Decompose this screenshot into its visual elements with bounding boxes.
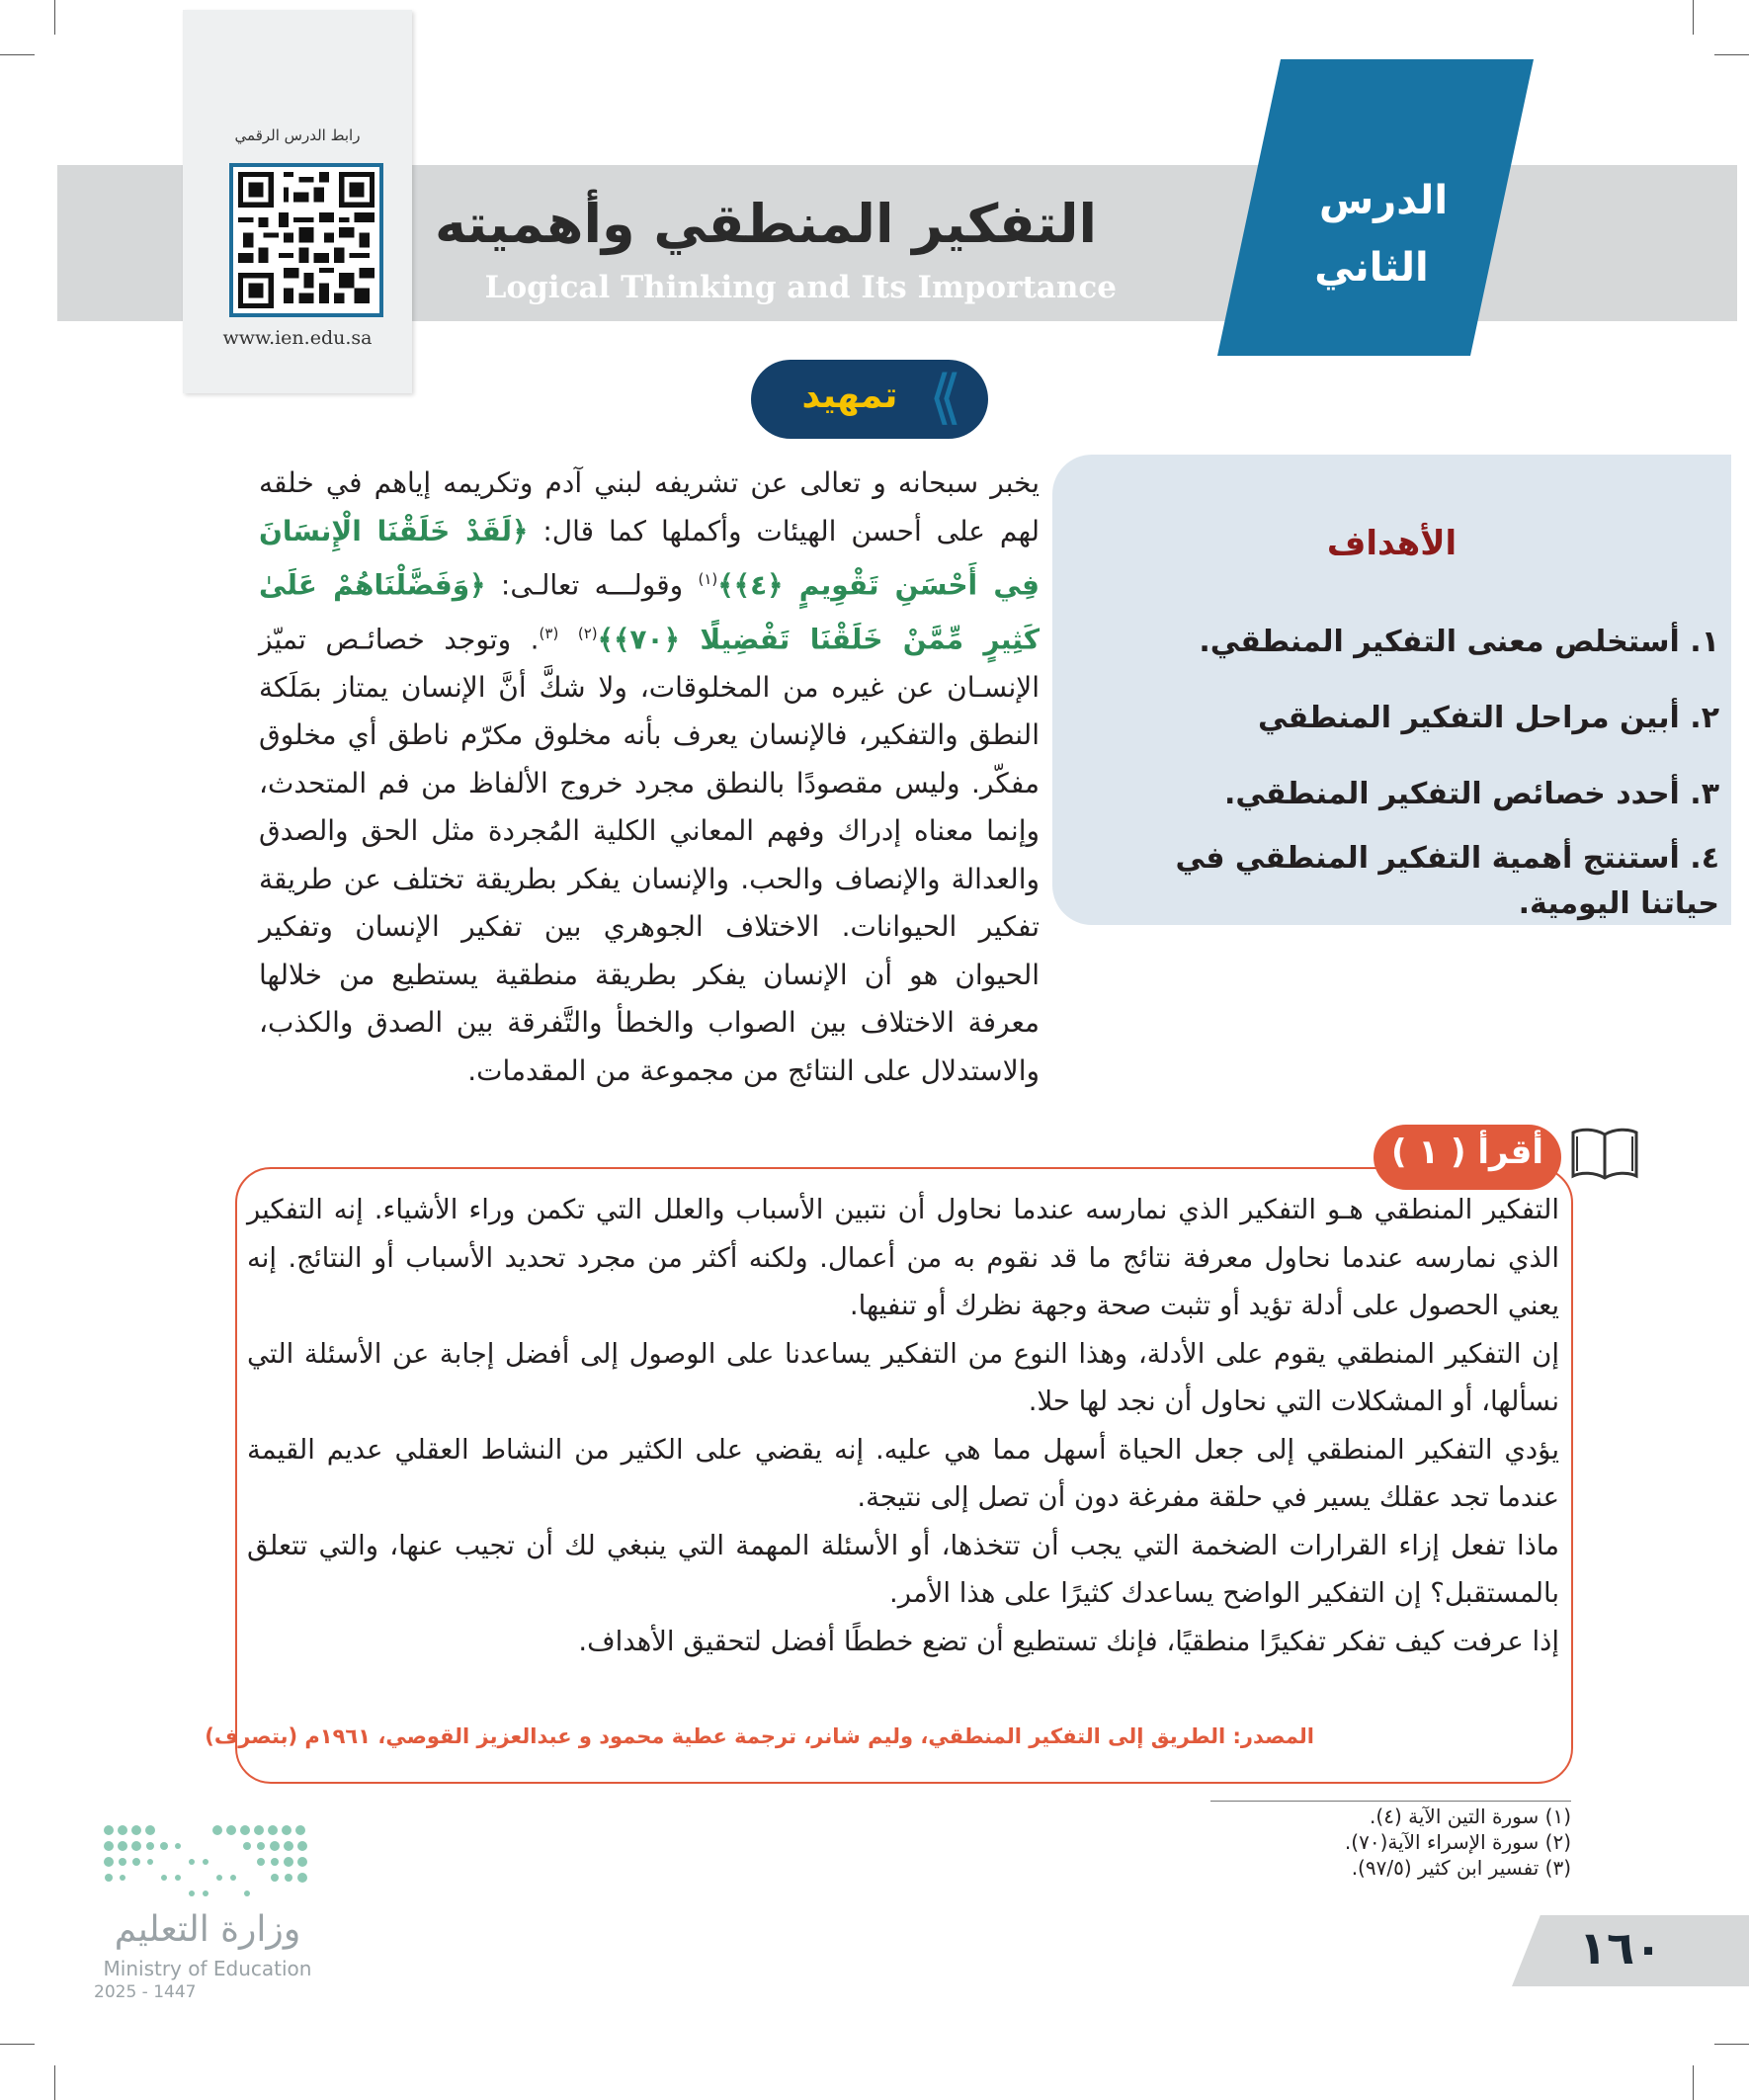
page-title-english: Logical Thinking and Its Importance	[484, 270, 1117, 305]
intro-text-part: يخبر سبحانه و تعالى عن تشريفه لبني آدم وتكريمه إياهم في خلقه لهم على أحسن الهيئات وأكملها كما قال:	[259, 466, 1041, 547]
intro-paragraph	[259, 460, 1040, 1095]
page-number: ١٦٠	[1578, 1921, 1663, 1974]
ministry-name-arabic: وزارة التعليم	[114, 1909, 301, 1950]
footnote-divider	[1210, 1801, 1571, 1802]
qr-url[interactable]: www.ien.edu.sa	[222, 327, 373, 349]
crop-mark	[0, 54, 35, 55]
open-book-icon	[1569, 1125, 1640, 1182]
intro-label: تمهيد	[801, 376, 898, 416]
reading-paragraph: يؤدي التفكير المنطقي إلى جعل الحياة أسهل مما هي عليه. إنه يقضي على الكثير من النشاط العقلي عديم القيمة عندما تجد عقلك يسير في حلقة مفرغة دون أن تصل إلى نتيجة.	[247, 1433, 1559, 1513]
crop-mark	[1714, 54, 1749, 55]
reading-paragraph: ماذا تفعل إزاء القرارات الضخمة التي يجب أن تتخذها، أو الأسئلة المهمة التي ينبغي لك أن تجيب عنها، والتي تتعلق بالمستقبل؟ إن التفكير الواضح يساعدك كثيرًا على هذا الأمر.	[247, 1529, 1559, 1609]
ministry-name-english: Ministry of Education	[103, 1957, 312, 1980]
page-title-arabic: التفكير المنطقي وأهميته	[434, 193, 1097, 255]
reading-paragraph: التفكير المنطقي هـو التفكير الذي نمارسه عندما نحاول أن نتبين الأسباب والعلل التي تكمن وراء الأشياء. إنه التفكير الذي نمارسه عندما نحاول معرفة نتائج ما قد نقوم به من أعمال. ولكنه أكثر من مجرد تحديد الأسباب أو النتائج. إنه يعني الحصول على أدلة تؤيد أو تثبت صحة وجهة نظرك أو تنفيها.	[247, 1194, 1559, 1321]
footnote: (٣) تفسير ابن كثير (٩٧/٥).	[1351, 1856, 1571, 1880]
double-chevron-icon: ⟪	[929, 363, 962, 432]
crop-mark	[0, 2044, 35, 2045]
footnote-ref: (١)	[698, 570, 718, 588]
reading-paragraph: إن التفكير المنطقي يقوم على الأدلة، وهذا النوع من التفكير يساعدنا على الوصول إلى أفضل إجابة عن الأسئلة التي نسألها، أو المشكلات التي نحاول أن نجد لها حلا.	[247, 1337, 1559, 1417]
crop-mark	[1693, 2065, 1694, 2100]
crop-mark	[54, 0, 55, 35]
objectives-title: الأهداف	[1326, 524, 1458, 563]
qr-caption: رابط الدرس الرقمي	[234, 126, 361, 144]
footnote: (٢) سورة الإسراء الآية(٧٠).	[1344, 1830, 1571, 1854]
intro-text-part: . وتوجد خصائـص تميّز الإنسـان عن غيره من المخلوقات، ولا شكَّ أنَّ الإنسان يمتاز بمَلَكة النطق والتفكير، فالإنسان يعرف بأنه مخلوق مكرّم ناطق أي مخلوق مفكّر. وليس مقصودًا بالنطق مجرد خروج الألفاظ من فم المتحدث، وإنما معناه إدراك وفهم المعاني الكلية المُجردة مثل الحق والصدق والعدالة والإنصاف والحب. والإنسان يفكر بطريقة تختلف عن طريقة تفكير الحيوانات. الاختلاف الجوهري بين تفكير الإنسان وتفكير الحيوان هو أن الإنسان يفكر بطريقة منطقية يستطيع من خلالها معرفة الاختلاف بين الصواب والخطأ والتَّفرقة بين الصدق والكذب، والاستدلال على النتائج من مجموعة من المقدمات.	[259, 623, 1040, 1087]
reading-source: المصدر: الطريق إلى التفكير المنطقي، وليم شانر، ترجمة عطية محمود و عبدالعزيز القوصي، ١٩٦١م (بتصرف)	[205, 1724, 1314, 1748]
objective-item: ٣. أحدد خصائص التفكير المنطقي.	[1224, 777, 1719, 811]
qr-code-icon[interactable]	[229, 163, 383, 317]
crop-mark	[1714, 2044, 1749, 2045]
footnote-ref: (٢)	[577, 624, 598, 642]
lesson-tab-number: الثاني	[1314, 245, 1429, 291]
footnote-ref: (٣)	[539, 624, 559, 642]
footnote: (١) سورة التين الآية (٤).	[1370, 1805, 1571, 1828]
quran-verse: ﴿لَقَدْ خَلَقْنَا الْإِنسَانَ فِي أَحْسَنِ تَقْوِيمٍ ﴿٤﴾﴾	[259, 514, 1040, 602]
objective-item: ٢. أبين مراحل التفكير المنطقي	[1257, 701, 1719, 735]
quran-verse: ﴿وَفَضَّلْنَاهُمْ عَلَىٰ كَثِيرٍ مِّمَّنْ خَلَقْنَا تَفْضِيلًا ﴿٧٠﴾﴾	[259, 568, 1040, 656]
crop-mark	[54, 2065, 55, 2100]
lesson-tab-word: الدرس	[1318, 178, 1449, 223]
reading-paragraph: إذا عرفت كيف تفكر تفكيرًا منطقيًا، فإنك تستطيع أن تضع خططًا أفضل لتحقيق الأهداف.	[578, 1625, 1559, 1657]
crop-mark	[1693, 0, 1694, 35]
ministry-year: 2025 - 1447	[94, 1982, 197, 2002]
intro-text-part: وقولـــه تعالـى:	[485, 568, 699, 602]
objective-item: ١. أستخلص معنى التفكير المنطقي.	[1199, 625, 1719, 659]
reading-label: أقرأ ( ١ )	[1390, 1133, 1544, 1172]
objective-item: ٤. أستنتج أهمية التفكير المنطقي في حياتنا اليومية.	[1175, 841, 1719, 921]
reading-text	[247, 1186, 1559, 1665]
